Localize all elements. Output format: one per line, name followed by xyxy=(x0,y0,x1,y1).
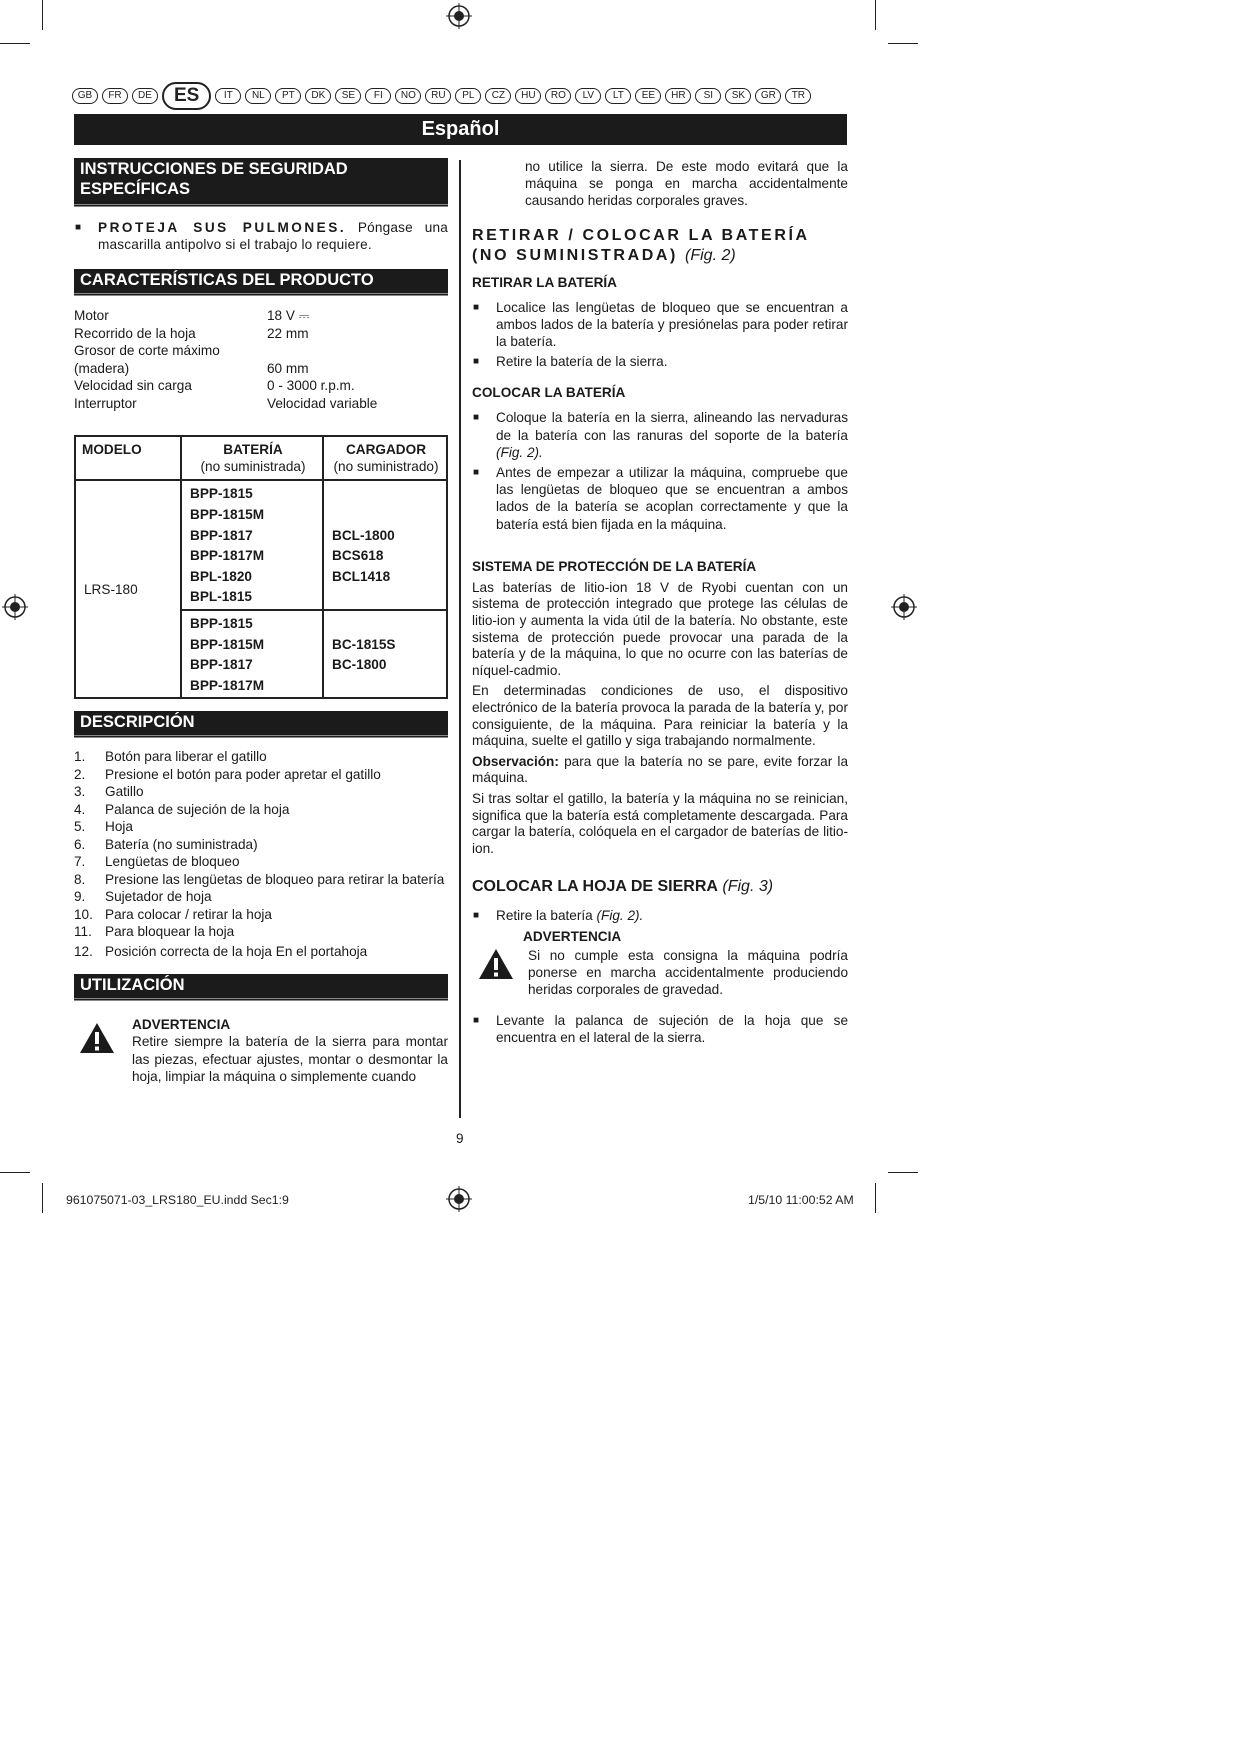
battery-model: BPP-1815 xyxy=(190,615,253,631)
spec-label: Grosor de corte máximo xyxy=(74,343,220,359)
charger-model: BCS618 xyxy=(332,548,384,564)
battery-cell xyxy=(181,480,323,610)
spec-value: 0 - 3000 r.p.m. xyxy=(267,378,355,394)
list-item xyxy=(74,766,448,784)
blade-list-2 xyxy=(472,1012,848,1046)
spec-label: (madera) xyxy=(74,360,130,376)
item-text: Presione las lengüetas de bloqueo para retirar la batería xyxy=(105,871,445,887)
model-header xyxy=(75,436,181,480)
warning-text: Si no cumple esta consigna la máquina podría ponerse en marcha accidentalmente produciendo heridas corporales de gravedad. xyxy=(528,947,848,997)
lang-tab-gb: GB xyxy=(72,88,98,104)
blade-heading xyxy=(472,877,848,897)
charger-model xyxy=(324,614,446,635)
item-number: 6. xyxy=(74,836,86,852)
charger-model xyxy=(324,484,446,505)
item-number: 12. xyxy=(74,943,93,959)
system-paragraph: Las baterías de litio-ion 18 V de Ryobi cuentan con un sistema de protección integrado que protege las células de litio-ion y aumenta la vida útil de la batería. No obstante, este sistema de protección puede provocar una parada de la batería y de la máquina, lo que no ocurre con las baterías de níquel-cadmio. xyxy=(472,579,848,678)
spec-value: 22 mm xyxy=(267,325,309,341)
battery-model: BPP-1817 xyxy=(190,527,253,543)
registration-mark-icon xyxy=(446,3,472,29)
battery-header xyxy=(181,436,323,480)
left-column xyxy=(74,158,448,1085)
language-selector xyxy=(72,82,811,110)
charger-model: BC-1800 xyxy=(332,657,387,673)
lang-tab-lt: LT xyxy=(605,88,631,104)
lang-tab-pt: PT xyxy=(275,88,301,104)
spec-table xyxy=(74,307,448,412)
list-item xyxy=(74,219,448,253)
list-item xyxy=(74,923,448,941)
warning-text: Retire siempre la batería de la sierra para montar las piezas, efectuar ajustes, montar o desmontar la hoja, limpiar la máquina o simplemente cuando xyxy=(132,1034,448,1084)
battery-model: BPL-1820 xyxy=(190,568,252,584)
lang-tab-lv: LV xyxy=(575,88,601,104)
item-number: 10. xyxy=(74,906,93,922)
battery-model: BPP-1817M xyxy=(190,677,265,693)
charger-model: BCL1418 xyxy=(332,568,391,584)
language-banner: Español xyxy=(74,114,847,145)
remove-heading-text: RETIRAR / COLOCAR LA BATERÍA (NO SUMINISTRADA) xyxy=(472,226,810,264)
usage-warning xyxy=(74,1016,448,1085)
lang-tab-ro: RO xyxy=(545,88,571,104)
list-item xyxy=(472,409,848,461)
charger-header-label: CARGADOR xyxy=(345,442,427,458)
characteristics-heading: CARACTERÍSTICAS DEL PRODUCTO xyxy=(74,269,448,296)
list-item: ■ Antes de empezar a utilizar la máquina, compruebe que las lengüetas de bloqueo que se encuentran a ambos lados de la batería se acoplan correctamente y que la batería está bien fijada en la máquina. xyxy=(472,464,848,533)
item-text: Lengüetas de bloqueo xyxy=(105,854,240,870)
model-value: LRS-180 xyxy=(84,581,138,597)
column-divider xyxy=(459,160,461,1118)
item-text: Coloque la batería en la sierra, alineando las nervaduras de la batería con las ranuras del soporte de la batería xyxy=(496,410,848,443)
item-text: Retire la batería xyxy=(496,908,597,924)
colocar-heading: COLOCAR LA BATERÍA xyxy=(472,385,626,401)
item-text: Posición correcta de la hoja En el portahoja xyxy=(105,943,368,959)
retirar-list xyxy=(472,299,848,371)
crop-mark xyxy=(875,1183,876,1213)
list-item: ■ Levante la palanca de sujeción de la hoja que se encuentra en el lateral de la sierra. xyxy=(472,1012,848,1046)
item-text: Batería (no suministrada) xyxy=(105,836,258,852)
table-header-row xyxy=(75,436,447,480)
item-number: 3. xyxy=(74,784,86,800)
spec-value xyxy=(267,342,448,360)
model-header-label: MODELO xyxy=(82,442,142,458)
fig-ref: (Fig. 2). xyxy=(496,444,543,460)
right-column xyxy=(472,158,848,1050)
warning-title: ADVERTENCIA xyxy=(132,1017,231,1033)
lang-tab-hr: HR xyxy=(665,88,691,104)
list-item xyxy=(74,783,448,801)
lang-tab-se: SE xyxy=(335,88,361,104)
footer-date: 1/5/10 11:00:52 AM xyxy=(748,1193,854,1207)
list-item xyxy=(74,943,448,961)
blade-list xyxy=(472,907,848,924)
charger-header xyxy=(323,436,447,480)
battery-model: BPP-1817M xyxy=(190,548,265,564)
item-number: 2. xyxy=(74,766,86,782)
list-item xyxy=(74,853,448,871)
lang-tab-tr: TR xyxy=(785,88,811,104)
spec-label: Recorrido de la hoja xyxy=(74,325,196,341)
item-text: Hoja xyxy=(105,819,133,835)
crop-mark xyxy=(0,43,30,44)
fig-ref: (Fig. 2). xyxy=(596,908,644,924)
battery-model: BPP-1815 xyxy=(190,486,253,502)
registration-mark-icon xyxy=(891,594,917,620)
table-row xyxy=(75,480,447,610)
note-text: para que la batería no se pare, evite forzar la máquina. xyxy=(472,753,848,786)
retirar-heading: RETIRAR LA BATERÍA xyxy=(472,274,617,290)
item-number: 9. xyxy=(74,889,86,905)
registration-mark-icon xyxy=(446,1186,472,1212)
system-paragraph: Si tras soltar el gatillo, la batería y la máquina no se reinician, significa que la batería está completamente descargada. Para cargar la batería, colóquela en el cargador de baterías de litio-ion. xyxy=(472,790,848,856)
list-item xyxy=(74,801,448,819)
spec-value: 18 V ⎓ xyxy=(267,308,310,324)
spec-label: Motor xyxy=(74,308,109,324)
list-item xyxy=(74,818,448,836)
lang-tab-si: SI xyxy=(695,88,721,104)
spec-label: Velocidad sin carga xyxy=(74,378,192,394)
blade-heading-fig: (Fig. 3) xyxy=(722,878,774,896)
lang-tab-gr: GR xyxy=(755,88,781,104)
item-text: Para bloquear la hoja xyxy=(105,924,235,940)
lang-tab-pl: PL xyxy=(455,88,481,104)
item-number: 5. xyxy=(74,819,86,835)
note-paragraph xyxy=(472,754,848,787)
charger-model xyxy=(324,587,446,608)
lang-tab-ru: RU xyxy=(425,88,451,104)
spec-value: Velocidad variable xyxy=(267,395,378,411)
charger-model: BCL-1800 xyxy=(332,527,395,543)
charger-cell xyxy=(323,610,447,698)
blade-heading-text: COLOCAR LA HOJA DE SIERRA xyxy=(472,878,718,896)
crop-mark xyxy=(875,0,876,30)
charger-model: BC-1815S xyxy=(332,636,396,652)
item-number: 7. xyxy=(74,854,86,870)
system-paragraph: En determinadas condiciones de uso, el dispositivo electrónico de la batería provoca la parada de la batería y, por consiguiente, de la máquina. Para reiniciar la batería y la máquina, suelte el gatillo y siga trabajando normalmente. xyxy=(472,683,848,749)
colocar-list xyxy=(472,409,848,532)
list-item xyxy=(74,836,448,854)
lang-tab-no: NO xyxy=(395,88,421,104)
list-item xyxy=(74,888,448,906)
battery-model: BPL-1815 xyxy=(190,589,252,605)
lang-tab-hu: HU xyxy=(515,88,541,104)
model-cell xyxy=(75,480,181,698)
crop-mark xyxy=(42,0,43,30)
safety-list xyxy=(74,219,448,253)
note-label: Observación: xyxy=(472,753,559,769)
item-text: Sujetador de hoja xyxy=(105,889,212,905)
list-item xyxy=(472,907,848,924)
registration-mark-icon xyxy=(2,594,28,620)
item-text: Botón para liberar el gatillo xyxy=(105,749,267,765)
crop-mark xyxy=(888,43,918,44)
lang-tab-nl: NL xyxy=(245,88,271,104)
system-heading: SISTEMA DE PROTECCIÓN DE LA BATERÍA xyxy=(472,558,757,574)
lang-tab-es-active: ES xyxy=(162,82,211,110)
remove-heading-fig: (Fig. 2) xyxy=(685,246,736,264)
spec-label: Interruptor xyxy=(74,395,137,411)
battery-model: BPP-1815M xyxy=(190,636,265,652)
battery-model: BPP-1815M xyxy=(190,507,265,522)
lang-tab-de: DE xyxy=(132,88,158,104)
item-text: Palanca de sujeción de la hoja xyxy=(105,801,290,817)
list-item xyxy=(74,906,448,924)
charger-cell xyxy=(323,480,447,610)
list-item xyxy=(74,748,448,766)
lang-tab-cz: CZ xyxy=(485,88,511,104)
crop-mark xyxy=(42,1183,43,1213)
battery-header-sub: (no suministrada) xyxy=(200,459,306,475)
footer-file: 961075071-03_LRS180_EU.indd Sec1:9 xyxy=(66,1193,289,1207)
crop-mark xyxy=(0,1172,30,1173)
item-number: 1. xyxy=(74,749,86,765)
list-item xyxy=(74,871,448,889)
warning-title: ADVERTENCIA xyxy=(523,928,622,944)
warning-icon xyxy=(472,928,518,985)
lang-tab-it: IT xyxy=(215,88,241,104)
lang-tab-sk: SK xyxy=(725,88,751,104)
models-table xyxy=(74,435,448,699)
list-item: ■ Retire la batería de la sierra. xyxy=(472,353,848,370)
battery-header-label: BATERÍA xyxy=(223,442,283,458)
charger-header-sub: (no suministrado) xyxy=(333,459,439,475)
lang-tab-fi: FI xyxy=(365,88,391,104)
lang-tab-fr: FR xyxy=(102,88,128,104)
item-text: Presione el botón para poder apretar el gatillo xyxy=(105,766,381,782)
item-number: 11. xyxy=(74,924,92,940)
safety-item-text: Póngase una mascarilla antipolvo si el trabajo lo requiere. xyxy=(98,220,448,253)
battery-cell xyxy=(181,610,323,698)
description-heading: DESCRIPCIÓN xyxy=(74,711,448,738)
warning-icon xyxy=(74,1016,119,1059)
charger-model xyxy=(324,676,446,697)
crop-mark xyxy=(888,1172,918,1173)
item-text: Gatillo xyxy=(105,784,144,800)
continued-text: no utilice la sierra. De este modo evitará que la máquina se ponga en marcha accidentalmente causando heridas corporales graves. xyxy=(525,159,848,209)
item-number: 4. xyxy=(74,801,86,817)
battery-model: BPP-1817 xyxy=(190,657,253,673)
item-text: Para colocar / retirar la hoja xyxy=(105,906,272,922)
usage-heading: UTILIZACIÓN xyxy=(74,974,448,1001)
lang-tab-ee: EE xyxy=(635,88,661,104)
list-item: ■ Localice las lengüetas de bloqueo que se encuentran a ambos lados de la batería y presiónelas para poder retirar la batería. xyxy=(472,299,848,351)
lang-tab-dk: DK xyxy=(305,88,331,104)
charger-model xyxy=(324,505,446,526)
blade-warning xyxy=(472,928,848,999)
page-number: 9 xyxy=(456,1131,464,1146)
description-list xyxy=(74,748,448,960)
remove-battery-heading xyxy=(472,226,848,266)
item-number: 8. xyxy=(74,871,86,887)
spec-value: 60 mm xyxy=(267,360,309,376)
safety-item-bold: PROTEJA SUS PULMONES. xyxy=(98,220,347,235)
safety-heading: INSTRUCCIONES DE SEGURIDAD ESPECÍFICAS xyxy=(74,158,448,207)
